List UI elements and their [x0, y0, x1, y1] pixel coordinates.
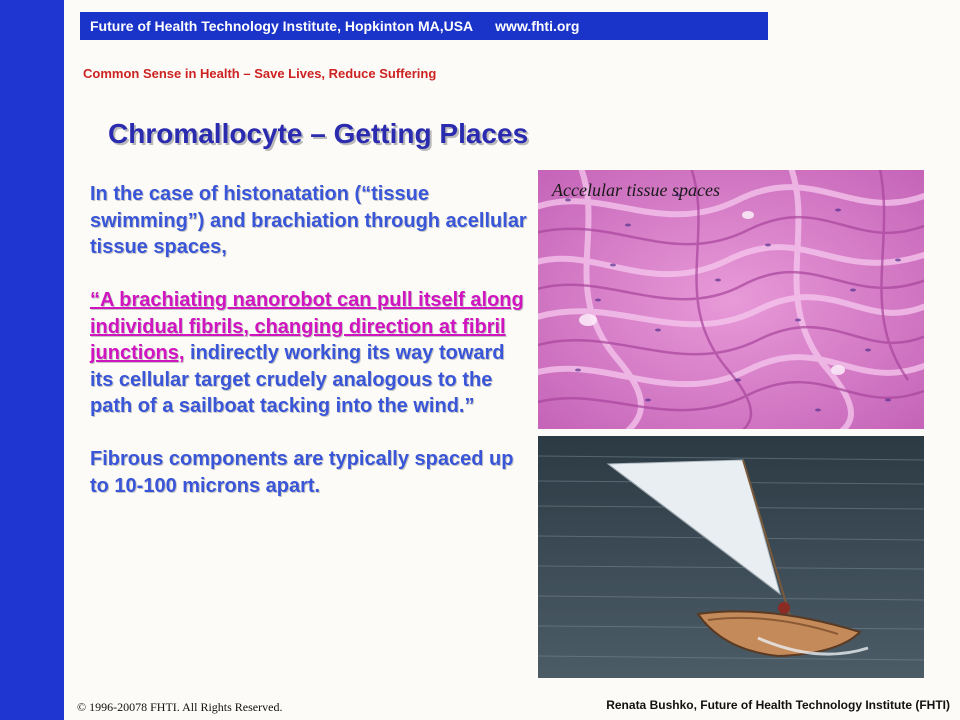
slide-title: Chromallocyte – Getting Places — [108, 118, 529, 149]
tagline: Common Sense in Health – Save Lives, Reduce Suffering — [83, 66, 437, 81]
footer-copyright: © 1996-20078 FHTI. All Rights Reserved. — [77, 700, 283, 714]
body-paragraph-quote — [90, 287, 530, 420]
body-text — [90, 181, 530, 499]
quote-rest: indirectly working its way toward its cellular target crudely analogous to the path of a sailboat tacking into the wind.” — [90, 342, 505, 417]
body-paragraph-3: Fibrous components are typically spaced up to 10-100 microns apart. — [90, 448, 514, 497]
sailboat-image — [538, 436, 924, 678]
tissue-image-caption: Accelular tissue spaces — [552, 180, 720, 200]
header-bar — [80, 12, 768, 40]
quote-underlined: “A brachiating nanorobot can pull itself along individual fibrils, changing direction at fibril junctions, — [90, 289, 524, 364]
header-url-link[interactable]: www.fhti.org — [495, 18, 580, 34]
header-institute: Future of Health Technology Institute, Hopkinton MA,USA — [90, 18, 474, 34]
body-paragraph-1: In the case of histonatation (“tissue swimming”) and brachiation through acellular tissue spaces, — [90, 183, 527, 258]
footer-author: Renata Bushko, Future of Health Technology Institute (FHTI) — [606, 698, 950, 712]
left-sidebar-band — [0, 0, 64, 720]
tissue-histology-image — [538, 170, 924, 429]
